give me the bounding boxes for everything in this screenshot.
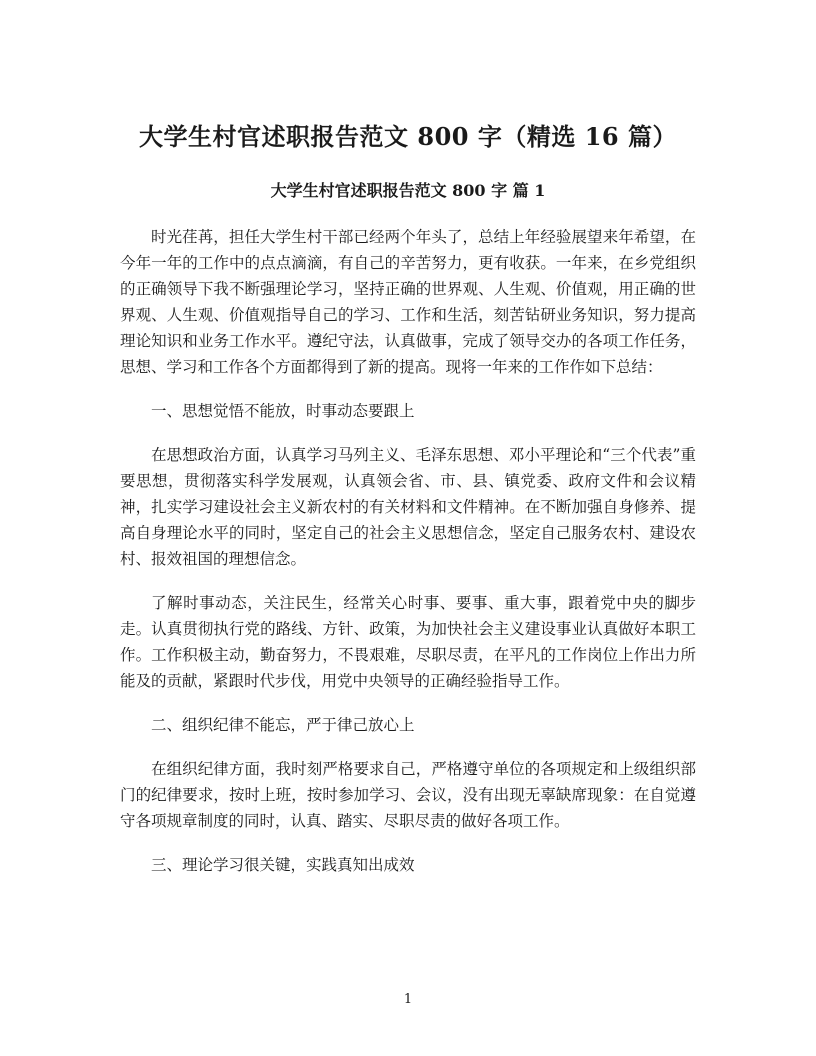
paragraph-intro: 时光荏苒，担任大学生村干部已经两个年头了，总结上年经验展望来年希望，在今年一年的工作中的点点滴滴，有自己的辛苦努力，更有收获。一年来，在乡党组织的正确领导下我不断强理论学习，坚持正确的世界观、人生观、价值观，用正确的世界观、人生观、价值观指导自己的学习、工作和生活，刻苦钻研业务知识，努力提高理论知识和业务工作水平。遵纪守法，认真做事，完成了领导交办的各项工作任务，思想、学习和工作各个方面都得到了新的提高。现将一年来的工作作如下总结： [120,228,696,376]
document-body [120,224,696,896]
paragraph-discipline: 在组织纪律方面，我时刻严格要求自己，严格遵守单位的各项规定和上级组织部门的纪律要求，按时上班，按时参加学习、会议，没有出现无辜缺席现象：在自觉遵守各项规章制度的同时，认真、踏实、尽职尽责的做好各项工作。 [120,760,696,830]
paragraph-heading-2: 二、组织纪律不能忘，严于律己放心上 [151,716,415,734]
paragraph-ideology: 在思想政治方面，认真学习马列主义、毛泽东思想、邓小平理论和“三个代表”重要思想，贯彻落实科学发展观，认真领会省、市、县、镇党委、政府文件和会议精神，扎实学习建设社会主义新农村的有关材料和文件精神。在不断加强自身修养、提高自身理论水平的同时，坚定自己的社会主义思想信念，坚定自己服务农村、建设农村、报效祖国的理想信念。 [120,446,696,568]
paragraph-current-affairs: 了解时事动态，关注民生，经常关心时事、要事、重大事，跟着党中央的脚步走。认真贯彻执行党的路线、方针、政策，为加快社会主义建设事业认真做好本职工作。工作积极主动，勤奋努力，不畏艰难，尽职尽责，在平凡的工作岗位上作出力所能及的贡献，紧跟时代步伐，用党中央领导的正确经验指导工作。 [120,594,696,690]
paragraph-heading-1: 一、思想觉悟不能放，时事动态要跟上 [151,402,415,420]
paragraph-heading-3: 三、理论学习很关键，实践真知出成效 [151,856,415,874]
section-title: 大学生村官述职报告范文 800 字 篇 1 [270,181,546,200]
page-number: 1 [403,992,413,1007]
document-title: 大学生村官述职报告范文 800 字（精选 16 篇） [139,122,677,151]
